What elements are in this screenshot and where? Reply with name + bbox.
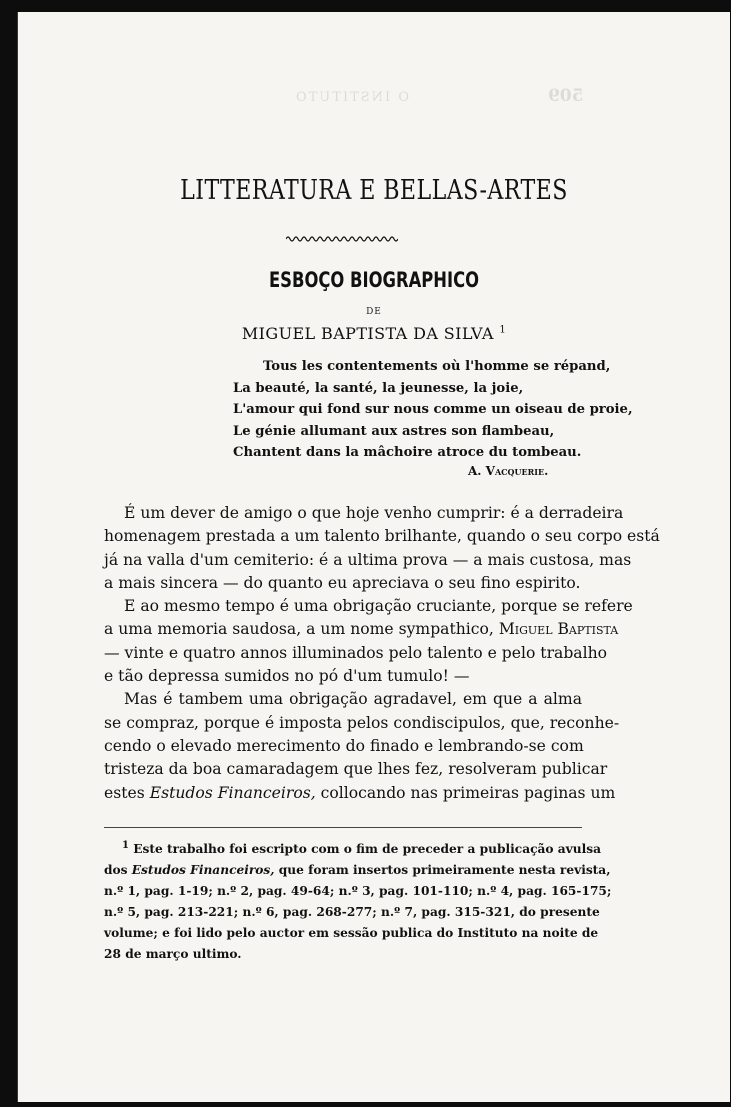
body-line: cendo o elevado merecimento do finado e lembrando-se com	[104, 736, 584, 755]
body-line: Mas é tambem uma obrigação agradavel, em que a alma	[124, 690, 582, 709]
body-line: homenagem prestada a um talento brilhante, quando o seu corpo está	[104, 527, 660, 546]
epigraph-line: Tous les contentements où l'homme se répand,	[263, 359, 611, 374]
wavy-rule-ornament	[286, 235, 398, 243]
section-title: LITTERATURA E BELLAS-ARTES	[180, 175, 568, 206]
footnote-line	[104, 860, 611, 881]
footnote-line: n.º 1, pag. 1-19; n.º 2, pag. 49-64; n.º 3, pag. 101-110; n.º 4, pag. 165-175;	[104, 884, 612, 899]
body-line: É um dever de amigo o que hoje venho cumprir: é a derradeira	[124, 504, 624, 522]
work-title: Estudos Financeiros,	[149, 783, 316, 802]
article-title: ESBOÇO BIOGRAPHICO	[268, 268, 480, 292]
footnote-line	[104, 835, 602, 860]
footnote-line: n.º 5, pag. 213-221; n.º 6, pag. 268-277; n.º 7, pag. 315-321, do presente	[104, 905, 600, 920]
footnote-marker: 1	[122, 840, 129, 851]
body-line: tristeza da boa camaradagem que lhes fez, resolveram publicar	[104, 760, 608, 779]
footnote-text-run: dos	[104, 863, 128, 878]
footnote-line: 28 de março ultimo.	[104, 947, 242, 962]
epigraph-line: La beauté, la santé, la jeunesse, la joie,	[233, 380, 524, 396]
footnote-text-run: que foram insertos primeiramente nesta revista,	[278, 863, 611, 878]
body-line: — vinte e quatro annos illuminados pelo talento e pelo trabalho	[104, 643, 608, 662]
epigraph-line: Chantent dans la mâchoire atroce du tombeau.	[233, 445, 582, 460]
body-line: a mais sincera — do quanto eu apreciava o seu fino espirito.	[104, 573, 581, 592]
footnote-text-run: Este trabalho foi escripto com o fim de preceder a publicação avulsa	[133, 842, 602, 857]
subject-name	[18, 324, 730, 343]
byline-de: DE	[366, 307, 382, 317]
footnote-separator	[104, 827, 582, 828]
epigraph-attribution: A. Vacquerie.	[468, 464, 549, 478]
subject-name-inline: Miguel Baptista	[498, 620, 619, 639]
footnote-reference: 1	[499, 324, 507, 336]
body-line: e tão depressa sumidos no pó d'um tumulo! —	[104, 667, 470, 686]
epigraph	[233, 356, 633, 464]
subject-name-text: MIGUEL BAPTISTA DA SILVA	[241, 324, 494, 343]
footnote	[104, 835, 612, 965]
body-line	[104, 618, 619, 641]
body-text-run: estes	[104, 783, 145, 802]
body-line: já na valla d'um cemiterio: é a ultima prova — a mais custosa, mas	[104, 550, 632, 569]
bleed-through-header: O INSTITUTO	[294, 90, 409, 105]
footnote-line: volume; e foi lido pelo auctor em sessão publica do Instituto na noite de	[104, 926, 599, 941]
body-line	[104, 782, 616, 805]
body-text-run: a uma memoria saudosa, a um nome sympathico,	[104, 620, 494, 639]
epigraph-line: Le génie allumant aux astres son flambeau,	[233, 423, 555, 439]
body-line: se compraz, porque é imposta pelos condiscipulos, que, reconhe-	[104, 713, 620, 732]
bleed-through-page-number: 509	[548, 86, 584, 106]
paper-sheet	[17, 12, 730, 1102]
epigraph-line: L'amour qui fond sur nous comme un oiseau de proie,	[233, 402, 633, 417]
body-line: E ao mesmo tempo é uma obrigação cruciante, porque se refere	[124, 597, 633, 616]
article-body	[104, 502, 660, 805]
work-title: Estudos Financeiros,	[131, 863, 275, 878]
body-text-run: collocando nas primeiras paginas um	[320, 783, 616, 802]
